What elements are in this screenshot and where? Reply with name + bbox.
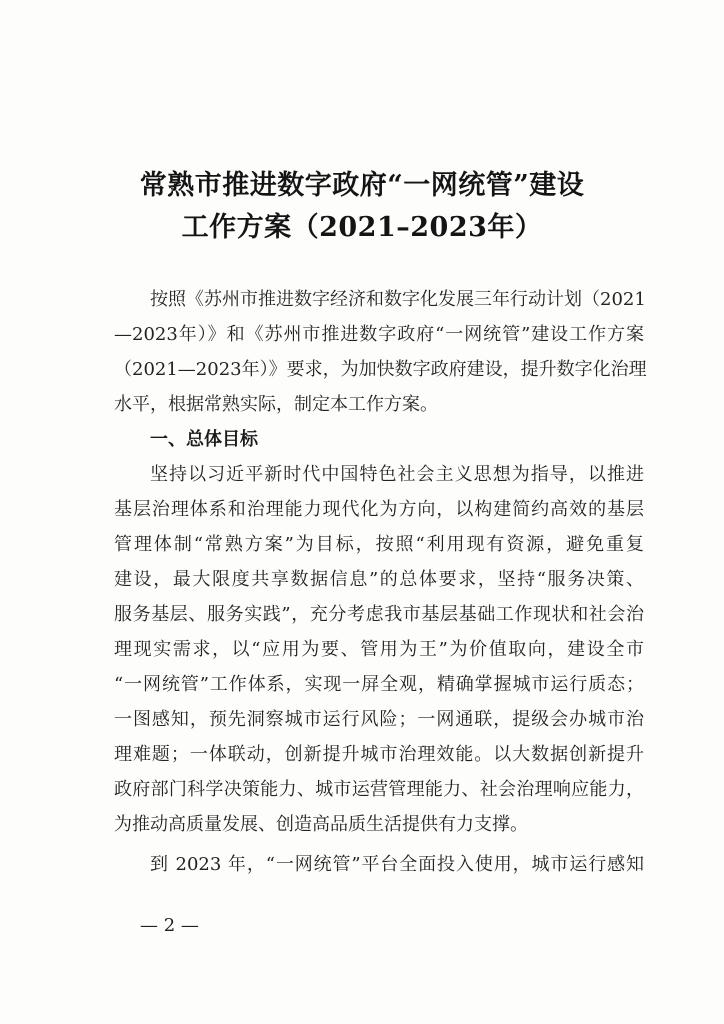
intro-line-2: —2023年）》和《苏州市推进数字政府“一网统管”建设工作方案	[114, 324, 644, 345]
intro-line-4: 水平，根据常熟实际，制定本工作方案。	[114, 394, 438, 415]
section-1-line: “一网统管”工作体系，实现一屏全观，精确掌握城市运行质态；	[114, 674, 644, 695]
section-1-line: 理难题；一体联动，创新提升城市治理效能。以大数据创新提升	[114, 744, 644, 765]
section-1-line: 管理体制“常熟方案”为目标，按照“利用现有资源，避免重复	[114, 534, 644, 555]
section-1-line: 基层治理体系和治理能力现代化为方向，以构建简约高效的基层	[114, 499, 644, 520]
section-1-line: 一图感知，预先洞察城市运行风险；一网通联，提级会办城市治	[114, 709, 644, 730]
intro-line-1: 按照《苏州市推进数字经济和数字化发展三年行动计划（2021	[150, 289, 646, 310]
section-1-line: 建设，最大限度共享数据信息”的总体要求，坚持“服务决策、	[114, 569, 644, 590]
section-1-line: 坚持以习近平新时代中国特色社会主义思想为指导，以推进	[150, 464, 644, 485]
paragraph-3-line-1: 到 2023 年，“一网统管”平台全面投入使用，城市运行感知	[150, 854, 644, 875]
section-1-heading: 一、总体目标	[150, 429, 258, 450]
section-1-line: 政府部门科学决策能力、城市运营管理能力、社会治理响应能力，	[114, 779, 644, 800]
intro-line-3: （2021—2023年）》要求，为加快数字政府建设，提升数字化治理	[114, 359, 647, 380]
section-1-line: 为推动高质量发展、创造高品质生活提供有力支撑。	[114, 814, 528, 835]
document-title-line-2: 工作方案（2021–2023年）	[181, 212, 543, 243]
section-1-line: 理现实需求，以“应用为要、管用为王”为价值取向，建设全市	[114, 639, 644, 660]
document-title-line-1: 常熟市推进数字政府“一网统管”建设	[139, 170, 585, 201]
section-1-line: 服务基层、服务实践”，充分考虑我市基层基础工作现状和社会治	[114, 604, 644, 625]
page-number: — 2 —	[140, 915, 199, 936]
